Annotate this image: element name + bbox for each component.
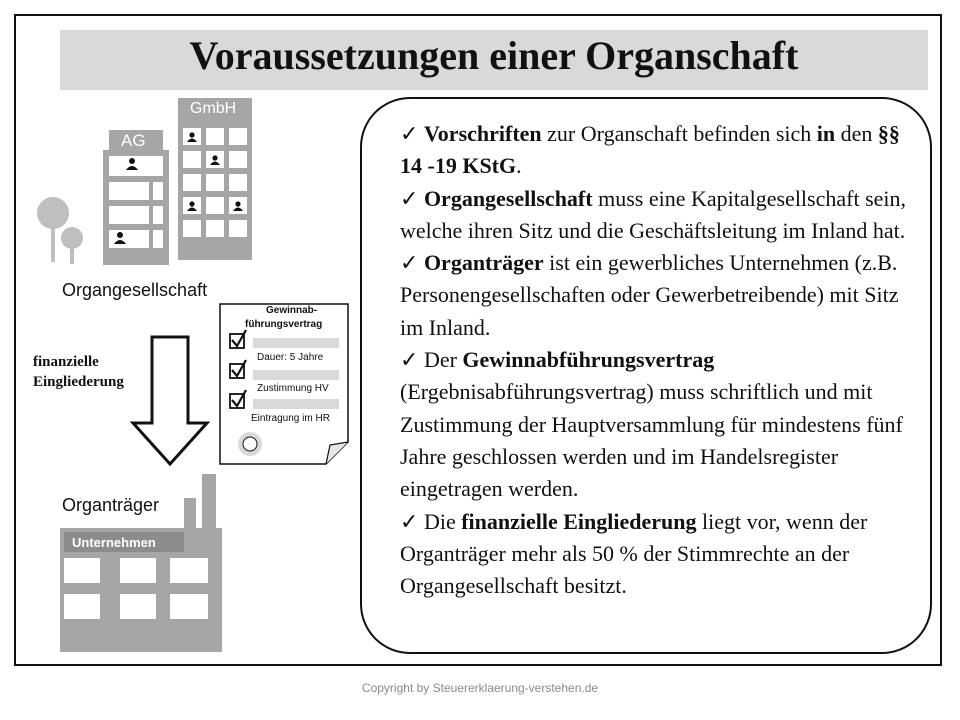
factory-label: Unternehmen (72, 535, 156, 550)
requirements-list (400, 118, 920, 602)
building-gmbh-icon (178, 98, 252, 260)
contract-item-approval: Zustimmung HV (257, 383, 329, 394)
contract-item-registration: Eintragung im HR (251, 413, 330, 424)
requirement-gewinnabfuehrungsvertrag: ✓ Der Gewinnabführungsvertrag (Ergebnisabführungsvertrag) muss schriftlich und mit Zustimmung der Hauptversammlung für mindestens fünf Jahre geschlossen werden und im Handelsregister eingetragen werden. (400, 347, 903, 502)
requirement-organgesellschaft: ✓ Organgesellschaft muss eine Kapitalgesellschaft sein, welche ihren Sitz und die Geschäftsleitung im Inland hat. (400, 185, 907, 243)
arrow-label-line2: Eingliederung (33, 374, 124, 390)
requirement-regulations: ✓ Vorschriften zur Organschaft befinden sich in den §§ 14 -19 KStG. (400, 121, 900, 179)
arrow-label (33, 352, 124, 392)
factory-icon (60, 470, 222, 652)
requirement-finanzielle-eingliederung: ✓ Die finanzielle Eingliederung liegt vor, wenn der Organträger mehr als 50 % der Stimmrechte an der Organgesellschaft besitzt. (400, 508, 868, 599)
building-ag-label: AG (121, 131, 146, 150)
organtraeger-label: Organträger (62, 495, 160, 515)
contract-title-line2: führungsvertrag (245, 319, 323, 330)
down-arrow-icon (130, 335, 210, 467)
organgesellschaft-label: Organgesellschaft (62, 280, 208, 300)
contract-item-duration: Dauer: 5 Jahre (257, 352, 324, 363)
copyright-notice: Copyright by Steuererklaerung-verstehen.de (361, 681, 599, 695)
page-title: Voraussetzungen einer Organschaft (189, 33, 799, 78)
arrow-label-line1: finanzielle (33, 354, 99, 370)
requirement-organtraeger: ✓ Organträger ist ein gewerbliches Unternehmen (z.B. Personengesellschaften oder Gewerbetreibende) mit Sitz im Inland. (400, 250, 899, 340)
building-gmbh-label: GmbH (190, 100, 237, 117)
contract-title-line1: Gewinnab- (266, 305, 318, 316)
tree-icon (30, 190, 100, 270)
